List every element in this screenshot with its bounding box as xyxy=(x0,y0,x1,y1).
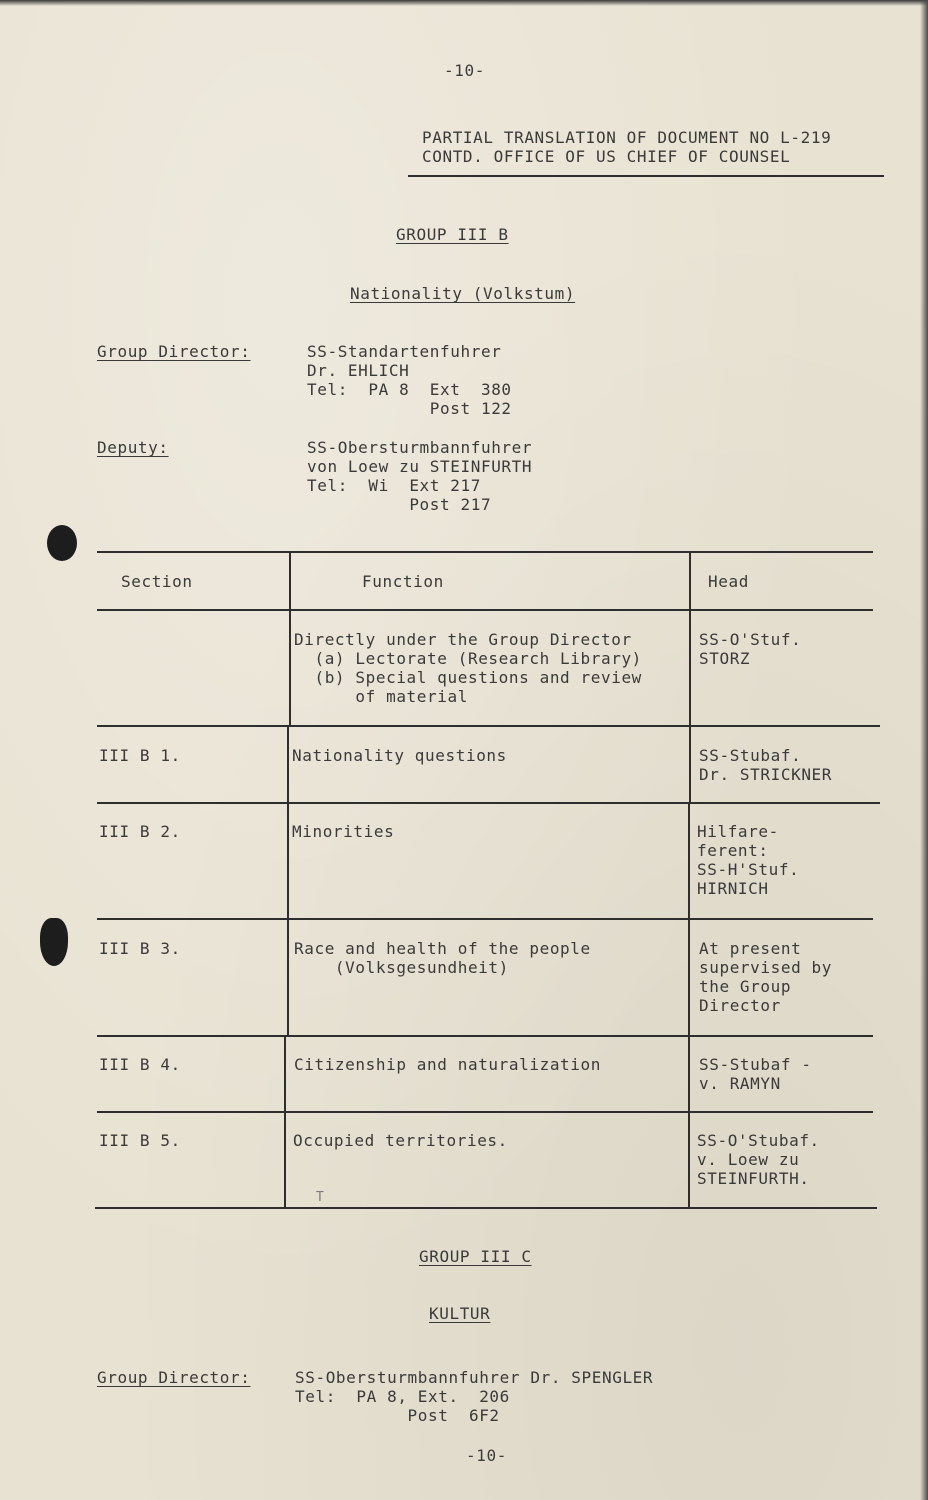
table-cell-head: SS-O'Stuf. xyxy=(699,630,802,649)
table-cell-head: the Group xyxy=(699,977,792,996)
table-cell-head: ferent: xyxy=(697,841,769,860)
group-b-deputy-label: Deputy: xyxy=(97,438,169,457)
page-number-bottom: -10- xyxy=(466,1446,507,1465)
table-cell-head: STEINFURTH. xyxy=(697,1169,810,1188)
table-row-rule xyxy=(97,802,880,804)
group-c-director-line: Tel: PA 8, Ext. 206 xyxy=(295,1387,510,1406)
table-cell-head: SS-Stubaf. xyxy=(699,746,802,765)
table-cell-head: v. RAMYN xyxy=(699,1074,781,1093)
group-c-subtitle: KULTUR xyxy=(429,1304,491,1323)
punch-hole-blot xyxy=(40,918,68,966)
table-cell-head: Hilfare- xyxy=(697,822,779,841)
header-line-2: CONTD. OFFICE OF US CHIEF OF COUNSEL xyxy=(422,147,791,166)
group-b-subtitle: Nationality (Volkstum) xyxy=(350,284,576,303)
header-line-1: PARTIAL TRANSLATION OF DOCUMENT NO L-219 xyxy=(422,128,832,147)
table-header-head: Head xyxy=(708,572,749,591)
group-b-deputy-line: von Loew zu STEINFURTH xyxy=(307,457,533,476)
table-row-rule xyxy=(97,1035,873,1037)
table-cell-function: Directly under the Group Director xyxy=(294,630,632,649)
table-cell-function: (b) Special questions and review xyxy=(294,668,642,687)
page-number-top: -10- xyxy=(444,61,485,80)
group-b-deputy-line: Tel: Wi Ext 217 xyxy=(307,476,481,495)
scan-edge-right xyxy=(920,0,928,1500)
group-b-title: GROUP III B xyxy=(396,225,509,244)
table-cell-function: (a) Lectorate (Research Library) xyxy=(294,649,642,668)
table-header-rule xyxy=(97,609,873,611)
table-row-rule xyxy=(97,725,880,727)
header-rule xyxy=(408,175,884,177)
table-cell-function: Nationality questions xyxy=(292,746,507,765)
table-cell-head: SS-H'Stuf. xyxy=(697,860,800,879)
table-cell-function: of material xyxy=(294,687,468,706)
group-b-deputy-line: SS-Obersturmbannfuhrer xyxy=(307,438,533,457)
group-b-director-line: Post 122 xyxy=(307,399,512,418)
table-cell-function: Citizenship and naturalization xyxy=(294,1055,601,1074)
table-column-rule xyxy=(688,802,690,1207)
group-c-title: GROUP III C xyxy=(419,1247,532,1266)
table-cell-head: SS-Stubaf - xyxy=(699,1055,812,1074)
table-cell-function: Occupied territories. xyxy=(293,1131,508,1150)
table-row-rule xyxy=(97,1111,873,1113)
table-cell-function: Minorities xyxy=(292,822,395,841)
table-cell-function: (Volksgesundheit) xyxy=(294,958,509,977)
table-cell-head: STORZ xyxy=(699,649,751,668)
table-cell-head: At present xyxy=(699,939,802,958)
table-column-rule xyxy=(689,551,691,802)
group-c-director-line: Post 6F2 xyxy=(295,1406,500,1425)
table-cell-head: SS-O'Stubaf. xyxy=(697,1131,820,1150)
table-cell-section: III B 4. xyxy=(99,1055,181,1074)
group-b-director-label: Group Director: xyxy=(97,342,251,361)
punch-hole-blot xyxy=(47,525,77,561)
table-column-rule xyxy=(287,725,289,1035)
table-bottom-rule xyxy=(95,1207,877,1209)
table-cell-section: III B 3. xyxy=(99,939,181,958)
table-cell-head: supervised by xyxy=(699,958,833,977)
group-b-director-line: Dr. EHLICH xyxy=(307,361,410,380)
stray-mark: T xyxy=(316,1190,325,1205)
group-b-director-line: Tel: PA 8 Ext 380 xyxy=(307,380,512,399)
group-c-director-label: Group Director: xyxy=(97,1368,251,1387)
table-row-rule xyxy=(97,918,873,920)
table-column-rule xyxy=(289,551,291,725)
table-cell-head: Dr. STRICKNER xyxy=(699,765,833,784)
table-cell-head: Director xyxy=(699,996,781,1015)
table-cell-section: III B 1. xyxy=(99,746,181,765)
group-b-deputy-line: Post 217 xyxy=(307,495,492,514)
table-cell-section: III B 5. xyxy=(99,1131,181,1150)
table-header-function: Function xyxy=(362,572,444,591)
table-cell-head: HIRNICH xyxy=(697,879,769,898)
table-cell-section: III B 2. xyxy=(99,822,181,841)
group-b-director-line: SS-Standartenfuhrer xyxy=(307,342,502,361)
table-cell-function: Race and health of the people xyxy=(294,939,591,958)
table-top-rule xyxy=(97,551,873,553)
table-column-rule xyxy=(284,1035,286,1207)
scan-edge-top xyxy=(0,0,928,6)
group-c-director-line: SS-Obersturmbannfuhrer Dr. SPENGLER xyxy=(295,1368,654,1387)
table-header-section: Section xyxy=(121,572,193,591)
table-cell-head: v. Loew zu xyxy=(697,1150,800,1169)
